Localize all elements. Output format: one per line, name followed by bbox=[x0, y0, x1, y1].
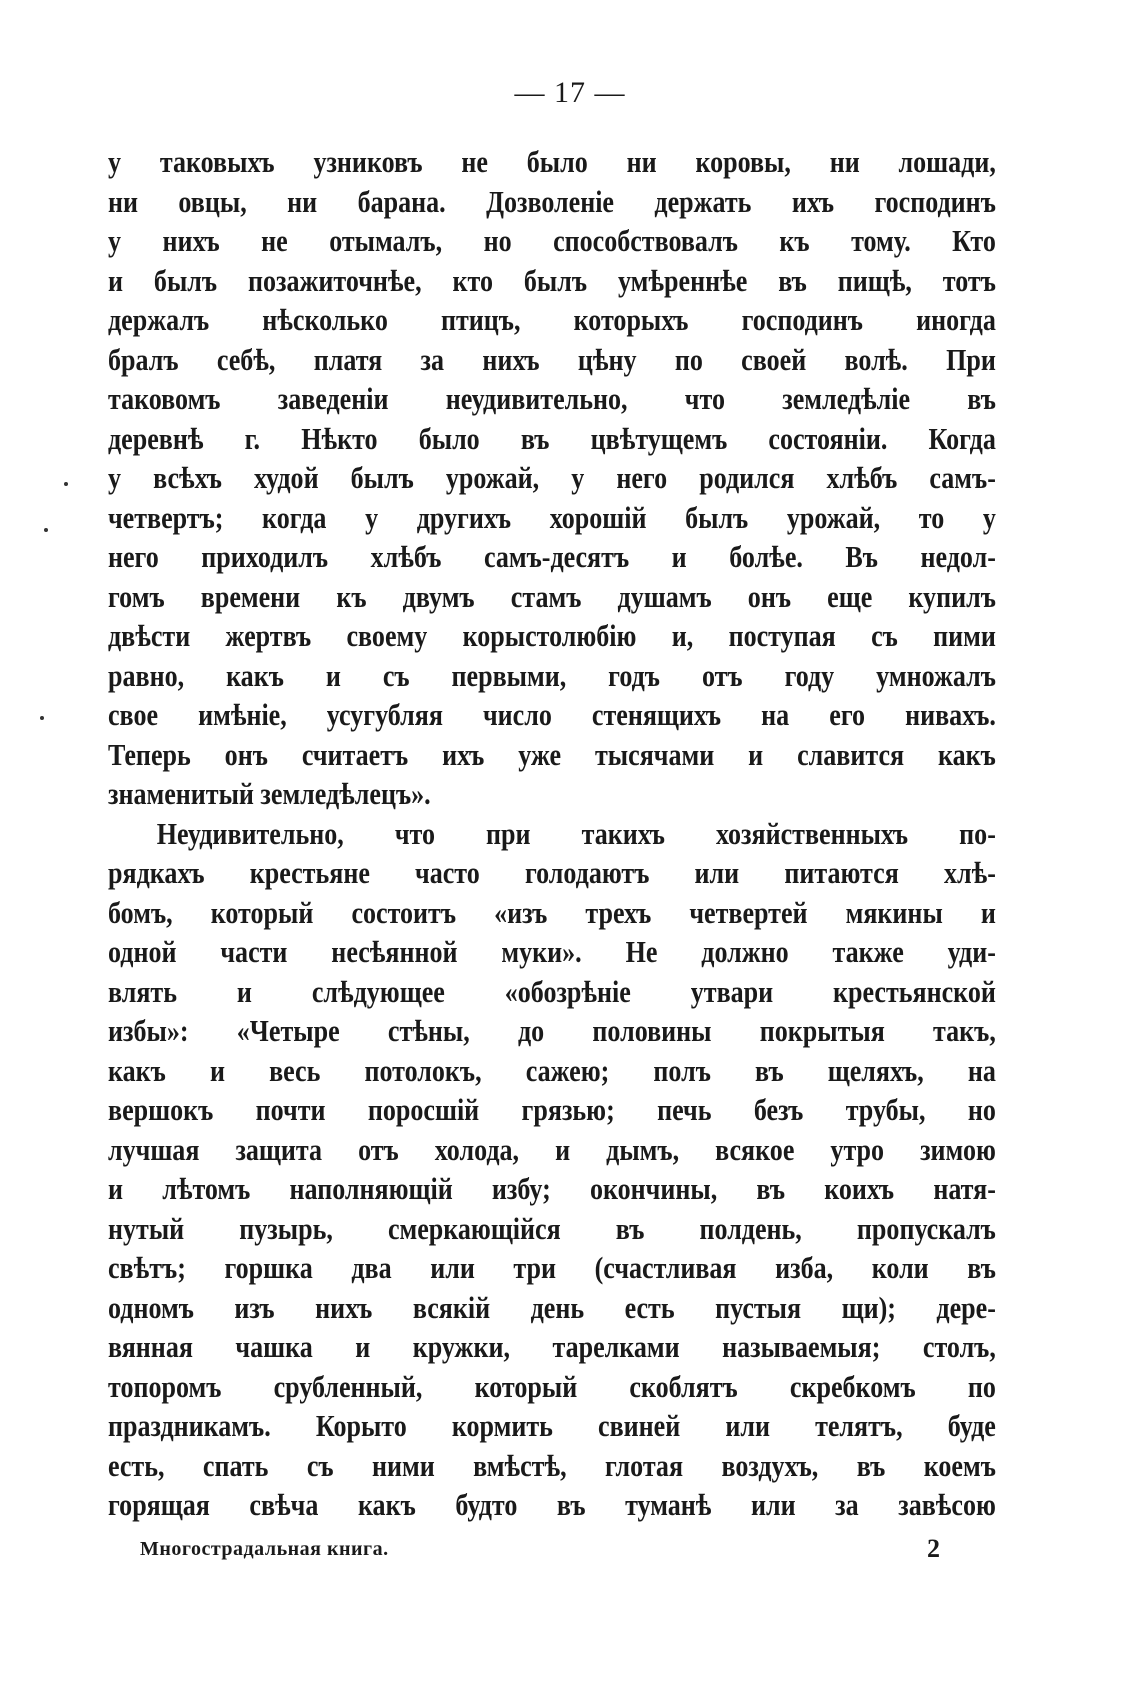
text-line: лучшая защита отъ холода, и дымъ, всякое утро зимою bbox=[108, 1131, 996, 1167]
text-line: одномъ изъ нихъ всякій день есть пустыя щи); дере- bbox=[108, 1289, 996, 1325]
text-line: знаменитый земледѣлецъ». bbox=[108, 776, 431, 811]
text-line: у нихъ не отымалъ, но способствовалъ къ тому. Кто bbox=[108, 223, 996, 258]
text-line: влять и слѣдующее «обозрѣніе утвари крестьянской bbox=[108, 973, 996, 1009]
text-line: держалъ нѣсколько птицъ, которыхъ господинъ иногда bbox=[108, 302, 996, 337]
text-line: нутый пузырь, смеркающійся въ полдень, пропускалъ bbox=[108, 1210, 996, 1246]
text-line: есть, спать съ ними вмѣстѣ, глотая воздухъ, въ коемъ bbox=[108, 1447, 996, 1483]
text-line: горящая свѣча какъ будто въ туманѣ или за завѣсою bbox=[108, 1487, 996, 1522]
text-line: топоромъ срубленный, который скоблятъ скребкомъ по bbox=[108, 1368, 996, 1404]
text-line: у всѣхъ худой былъ урожай, у него родился хлѣбъ самъ- bbox=[108, 460, 996, 495]
margin-dot bbox=[64, 482, 68, 486]
text-line: избы»: «Четыре стѣны, до половины покрытыя такъ, bbox=[108, 1013, 996, 1048]
text-line: у таковыхъ узниковъ не было ни коровы, ни лошади, bbox=[108, 144, 996, 179]
text-line: какъ и весь потолокъ, сажею; полъ въ щеляхъ, на bbox=[108, 1052, 996, 1088]
margin-dot bbox=[44, 528, 48, 532]
page-footer bbox=[140, 1534, 940, 1568]
text-line: вершокъ почти поросшій грязью; печь безъ трубы, но bbox=[108, 1092, 996, 1127]
margin-dot bbox=[40, 716, 44, 720]
text-line: деревнѣ г. Нѣкто было въ цвѣтущемъ состояніи. Когда bbox=[108, 420, 996, 456]
text-line: одной части несѣянной муки». Не должно также уди- bbox=[108, 934, 996, 969]
paragraph-start-line: Неудивительно, что при такихъ хозяйственныхъ по- bbox=[156, 815, 996, 851]
text-line: рядкахъ крестьяне часто голодаютъ или питаются хлѣ- bbox=[108, 855, 996, 890]
text-line: четвертъ; когда у другихъ хорошій былъ урожай, то у bbox=[108, 499, 996, 535]
text-line: него приходилъ хлѣбъ самъ-десятъ и болѣе. Въ недол- bbox=[108, 539, 996, 574]
text-line: Теперь онъ считаетъ ихъ уже тысячами и славится какъ bbox=[108, 736, 996, 772]
text-line: ни овцы, ни барана. Дозволеніе держать ихъ господинъ bbox=[108, 183, 996, 219]
text-line: равно, какъ и съ первыми, годъ отъ году умножалъ bbox=[108, 657, 996, 693]
text-line: и лѣтомъ наполняющій избу; окончины, въ коихъ натя- bbox=[108, 1171, 996, 1206]
text-line: и былъ позажиточнѣе, кто былъ умѣреннѣе въ пищѣ, тотъ bbox=[108, 262, 996, 298]
text-line: двѣсти жертвъ своему корыстолюбію и, поступая съ пими bbox=[108, 618, 996, 653]
text-line: таковомъ заведеніи неудивительно, что земледѣліе въ bbox=[108, 381, 996, 416]
text-line: гомъ времени къ двумъ стамъ душамъ онъ еще купилъ bbox=[108, 578, 996, 614]
text-line: свое имѣніе, усугубляя число стенящихъ на его нивахъ. bbox=[108, 697, 996, 732]
signature-mark: 2 bbox=[927, 1534, 940, 1563]
text-line: бралъ себѣ, платя за нихъ цѣну по своей волѣ. При bbox=[108, 341, 996, 377]
text-line: свѣтъ; горшка два или три (счастливая изба, коли въ bbox=[108, 1250, 996, 1285]
body-text bbox=[108, 142, 996, 1525]
text-line: вянная чашка и кружки, тарелками называемыя; столъ, bbox=[108, 1329, 996, 1364]
page-number: — 17 — bbox=[514, 76, 626, 109]
text-line: праздникамъ. Корыто кормить свиней или телятъ, буде bbox=[108, 1408, 996, 1443]
text-line: бомъ, который состоитъ «изъ трехъ четвертей мякины и bbox=[108, 894, 996, 930]
book-title-footer: Многострадальная книга. bbox=[140, 1538, 389, 1560]
